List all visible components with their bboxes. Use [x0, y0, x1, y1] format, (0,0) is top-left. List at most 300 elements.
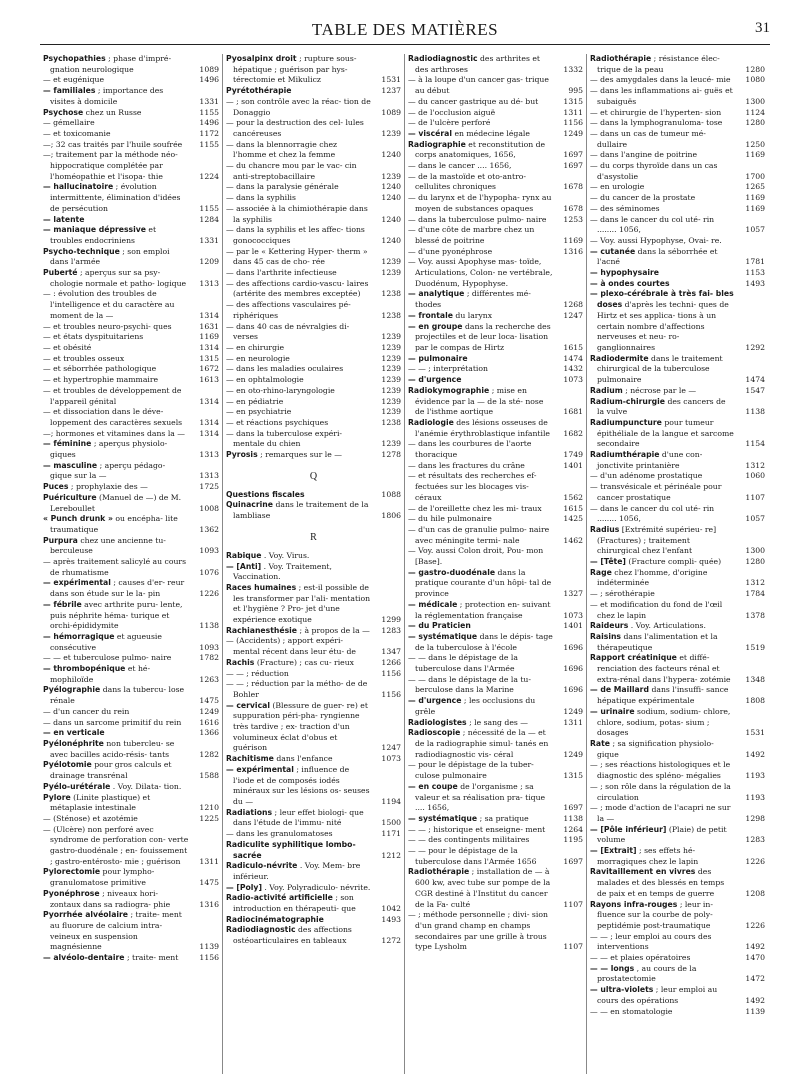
entry-text: ; son emploi dans l'armée [50, 246, 170, 267]
entry-page-number: 1311 [199, 856, 219, 866]
index-entry [408, 140, 583, 161]
section-letter: R [310, 531, 317, 543]
entry-page-number: 1155 [199, 203, 219, 213]
entry-heading: Pyélonéphrite [43, 739, 104, 748]
entry-page-number: 1806 [381, 511, 401, 521]
index-entry [43, 407, 219, 428]
index-entry [408, 621, 583, 632]
entry-text: — transvésicale et périnéale pour cancer prostatique [590, 482, 722, 502]
entry-text: — et réactions psychiques [226, 417, 329, 427]
index-entry [590, 54, 765, 75]
index-entry [226, 883, 401, 894]
entry-text: — (Sténose) et azotémie [43, 813, 138, 823]
entry-heading: Raideurs [590, 621, 629, 631]
entry-heading: — [Anti] [226, 561, 262, 571]
entry-text: — en ophtalmologie [226, 375, 304, 385]
entry-text: — d'un adénome prostatique [590, 471, 703, 481]
entry-page-number: 1073 [563, 610, 583, 620]
entry-page-number: 1156 [381, 668, 401, 678]
entry-heading: Psychose [43, 107, 84, 117]
entry-text: — dans la tuberculose expéri- mentale du chien [226, 428, 343, 449]
entry-heading: Radiologistes [408, 717, 467, 727]
entry-text: — en neurologie [226, 353, 290, 363]
entry-heading: Pyélographie [43, 685, 101, 695]
entry-heading: — expérimental [226, 764, 294, 774]
entry-page-number: 1247 [381, 743, 401, 753]
entry-page-number: 1138 [745, 407, 765, 417]
entry-page-number: 1678 [563, 203, 583, 213]
index-entry [226, 247, 401, 268]
page-header [40, 20, 770, 44]
entry-page-number: 1240 [381, 214, 401, 224]
entry-text: ; sa signification physiolo- gique [597, 739, 714, 759]
entry-text: ; nécessité de la — et de la radiographie simul- tanés en radiodiagnostic vis- céral [415, 728, 549, 759]
entry-text: ; résistance élec- trique de la peau [597, 54, 720, 74]
entry-page-number: 1462 [563, 535, 583, 545]
entry-text: (Blessure de guer- re) et suppuration péri-pha- ryngienne très tardive ; ex- traction d'un volumineux éclat d'obus et guérison [233, 700, 368, 753]
entry-text: — de l'oreillette chez les mi- traux [408, 503, 542, 513]
entry-text: — — ; réduction par la métho- de de Bohler [226, 679, 368, 699]
entry-heading: Radiothérapie [408, 867, 470, 877]
entry-page-number: 1474 [563, 353, 583, 363]
index-entry [43, 514, 219, 535]
entry-text: — de l'occlusion aiguë [408, 107, 496, 117]
entry-text: — (Accidents) ; apport expéri- mental récent dans leur étu- de [226, 636, 356, 657]
entry-page-number: 1362 [199, 524, 219, 534]
entry-text: ; aperçus physiolo- giques [50, 439, 168, 460]
entry-text: ; évolution intermittente, élimination d'idées de persécution [50, 182, 181, 213]
entry-page-number: 1313 [199, 278, 219, 288]
entry-text: ; différentes mé- thodes [415, 289, 531, 310]
entry-text: d'une con- jonctivite printanière [597, 450, 703, 470]
entry-page-number: 1240 [381, 182, 401, 192]
entry-page-number: 1681 [563, 407, 583, 417]
index-entry [43, 343, 219, 354]
entry-page-number: 1237 [381, 86, 401, 96]
index-entry [226, 397, 401, 408]
index-entry [590, 525, 765, 557]
entry-page-number: 1314 [199, 310, 219, 320]
entry-page-number: 1315 [563, 96, 583, 106]
entry-heading: — expérimental [43, 578, 111, 588]
entry-page-number: 1169 [745, 150, 765, 160]
index-entry [408, 632, 583, 653]
entry-heading: — hémorragique [43, 631, 115, 641]
index-entry [408, 525, 583, 546]
entry-page-number: 1425 [563, 514, 583, 524]
entry-page-number: 1316 [199, 899, 219, 909]
index-entry [590, 600, 765, 621]
entry-page-number: 1057 [745, 225, 765, 235]
entry-text: ; rupture sous- hépatique ; guérison par hys- térectomie et Mikulicz [233, 54, 357, 85]
index-entry [43, 793, 219, 814]
entry-text: — et toxicomanie [43, 128, 111, 138]
index-entry [226, 679, 401, 700]
entry-text: — — dans le dépistage de la tu- berculose dans la Marine [408, 674, 531, 695]
index-entry [408, 760, 583, 781]
index-entry [226, 583, 401, 626]
entry-text: — ; méthode personnelle ; divi- sion d'un grand champ en champs secondaires par une grille à trous type Lysholm [408, 910, 548, 952]
index-entry [226, 840, 401, 861]
entry-text: — dans 40 cas de névralgies di- verses [226, 321, 350, 342]
index-entry [408, 718, 583, 729]
index-entry [43, 215, 219, 226]
entry-text: ; à propos de la — [299, 625, 370, 635]
index-entry [226, 182, 401, 193]
entry-text: — dans la paralysie générale [226, 182, 339, 192]
index-entry [590, 760, 765, 781]
entry-text: . Voy. Traitement, Vaccination. [233, 561, 332, 582]
entry-text: — — et plaies opératoires [590, 953, 691, 963]
entry-heading: Radiothérapie [590, 54, 652, 63]
index-entry [408, 354, 583, 365]
index-entry [43, 536, 219, 557]
index-entry [43, 289, 219, 321]
entry-text: — du corps thyroïde dans un cas d'asystolie [590, 161, 718, 181]
index-entry [408, 653, 583, 674]
entry-page-number: 1808 [745, 696, 765, 706]
entry-heading: Pyonéphrose [43, 888, 100, 898]
entry-page-number: 1249 [563, 128, 583, 138]
entry-text: ; phase d'impré- gnation neurologique [50, 54, 172, 74]
entry-text: — dans la tuberculose pulmo- naire [408, 214, 547, 224]
entry-page-number: 1139 [199, 942, 219, 952]
entry-heading: — [Extrait] [590, 846, 637, 856]
entry-page-number: 1088 [381, 489, 401, 499]
entry-heading: Rabique [226, 550, 262, 560]
index-entry [590, 589, 765, 600]
entry-page-number: 1172 [199, 128, 219, 138]
index-entry [590, 900, 765, 932]
entry-heading: Pyélo-urétérale [43, 781, 111, 791]
entry-page-number: 1697 [563, 150, 583, 160]
entry-text: — ; ses réactions histologiques et le diagnostic des spléno- mégalies [590, 760, 731, 781]
entry-page-number: 1240 [381, 193, 401, 203]
entry-heading: Psycho-technique [43, 246, 120, 256]
entry-text: (Fracture) ; cas cu- rieux [256, 657, 354, 667]
entry-page-number: 1401 [563, 621, 583, 631]
index-entry [408, 97, 583, 108]
entry-page-number: 1474 [745, 375, 765, 385]
index-entry [590, 215, 765, 236]
entry-page-number: 1311 [563, 107, 583, 117]
index-entry [590, 504, 765, 525]
entry-page-number: 1093 [199, 546, 219, 556]
index-entry [226, 97, 401, 118]
index-entry [408, 129, 583, 140]
entry-text: — de l'ulcère perforé [408, 118, 491, 128]
entry-heading: Pyélotomie [43, 760, 92, 770]
entry-page-number: 1696 [563, 642, 583, 652]
index-entry [408, 418, 583, 439]
page-number: 31 [755, 20, 770, 36]
index-entry [226, 86, 401, 97]
entry-text: — du hile pulmonaire [408, 514, 492, 524]
entry-text: — ; son rôle dans la régulation de la circulation [590, 781, 731, 802]
entry-page-number: 1283 [745, 835, 765, 845]
entry-text: ; aperçu pédago- gique sur la — [50, 460, 166, 481]
entry-heading: — — longs [590, 963, 635, 973]
entry-text: ; le sang des — [469, 717, 528, 727]
index-entry [408, 825, 583, 836]
entry-text: — en oto-rhino-laryngologie [226, 385, 335, 395]
entry-text: — et obésité [43, 342, 92, 352]
entry-text: ; influence de l'iode et de composés iodés minéraux sur les lésions os- seuses du — [233, 764, 370, 806]
entry-heading: — viscéral [408, 128, 452, 138]
entry-heading: — hypophysaire [590, 268, 660, 278]
index-entry [43, 707, 219, 718]
entry-page-number: 1073 [381, 754, 401, 764]
entry-text: ; ses effets hé- morragiques chez le lapin [597, 846, 699, 866]
index-entry [43, 653, 219, 664]
index-entry [590, 685, 765, 706]
entry-text: des malades et des blessés en temps de paix et en temps de guerre [597, 867, 725, 898]
entry-text: et diffé- renciation des facteurs rénal et extra-rénal dans l'hypera- zotémie [597, 653, 731, 684]
entry-text: sodium, sodium- chlore, chlore, sodium, potas- sium ; dosages [597, 706, 731, 738]
entry-heading: — d'urgence [408, 375, 462, 385]
entry-page-number: 1696 [563, 685, 583, 695]
index-entry [43, 493, 219, 514]
entry-page-number: 1475 [199, 878, 219, 888]
entry-text: — des amygdales dans la leucé- mie [590, 75, 731, 85]
entry-heading: Races humaines [226, 582, 297, 592]
entry-text: du larynx [455, 310, 493, 320]
entry-text: — et hypertrophie mammaire [43, 375, 159, 385]
entry-heading: — en groupe [408, 321, 463, 331]
index-entry [408, 172, 583, 193]
entry-heading: Radiculite syphilitique lombo- sacrée [226, 839, 356, 860]
index-entry [590, 557, 765, 568]
entry-page-number: 1194 [381, 797, 401, 806]
index-entry [226, 161, 401, 182]
entry-page-number: 1240 [381, 235, 401, 245]
entry-page-number: 1209 [199, 257, 219, 267]
index-entry [226, 562, 401, 583]
entry-page-number: 1500 [381, 818, 401, 828]
index-entry [43, 600, 219, 632]
entry-page-number: 1700 [745, 171, 765, 181]
index-entry [43, 664, 219, 685]
entry-page-number: 1298 [745, 813, 765, 823]
page-title: TABLE DES MATIÈRES [311, 20, 499, 39]
index-entry [43, 75, 219, 86]
index-entry [226, 626, 401, 637]
index-entry [408, 118, 583, 129]
index-entry [226, 450, 401, 461]
entry-heading: Radiokymographie [408, 385, 490, 395]
entry-text: — — ; interprétation [408, 364, 488, 374]
index-entry [226, 658, 401, 669]
entry-text: ; causes d'er- reur dans son étude sur le la- pin [50, 578, 185, 599]
entry-text: — des séminomes [590, 203, 660, 213]
entry-text: — dans le cancer du col uté- rin ........ 1056, [590, 503, 715, 524]
entry-text: — du cancer gastrique au dé- but [408, 96, 539, 106]
entry-page-number: 1697 [563, 856, 583, 866]
entry-heading: Purpura [43, 535, 78, 545]
entry-page-number: 1531 [381, 75, 401, 85]
index-entry [408, 846, 583, 867]
index-entry [226, 54, 401, 86]
entry-page-number: 1615 [563, 342, 583, 352]
entry-page-number: 1316 [563, 246, 583, 256]
entry-page-number: 1272 [381, 936, 401, 946]
entry-heading: Radiculo-névrite [226, 861, 298, 871]
section-letter: Q [309, 470, 318, 482]
entry-page-number: 1247 [563, 310, 583, 320]
entry-page-number: 1239 [381, 364, 401, 374]
entry-heading: — ultra-violets [590, 985, 654, 995]
entry-text: (Manuel de —) de M. Lereboullet [50, 492, 182, 513]
entry-page-number: 1331 [199, 235, 219, 245]
index-entry [590, 129, 765, 150]
index-entry [43, 867, 219, 888]
entry-text: — dans la lymphogranuloma- tose [590, 118, 723, 128]
index-entry [43, 354, 219, 365]
entry-page-number: 1697 [563, 161, 583, 171]
index-entry [590, 247, 765, 268]
entry-text: ; est-il possible de les transformer par l'ali- mentation et l'hygiène ? Pro- jet d'une expérience exotique [233, 582, 371, 625]
entry-text: — dans la syphilis et les affec- tions gonococciques [226, 225, 365, 245]
entry-page-number: 1239 [381, 268, 401, 278]
entry-page-number: 1366 [199, 728, 219, 738]
entry-text: — — ; leur emploi au cours des interventions [590, 931, 712, 952]
index-entry [43, 375, 219, 386]
entry-text: ; aperçus sur sa psy- chologie normale et patho- logique [50, 268, 187, 288]
index-entry [408, 728, 583, 760]
entry-text: ; leur effet biologi- que dans l'étude de l'immu- nité [233, 807, 364, 828]
entry-text: — et modification du fond de l'œil chez le lapin [590, 599, 723, 620]
entry-text: ou encépha- lite traumatique [50, 514, 178, 534]
entry-text: ; protection en- suivant la réglementation française [415, 599, 551, 620]
entry-text: des lésions osseuses de l'anémie érythroblastique infantile [415, 417, 550, 438]
index-entry [408, 471, 583, 503]
index-entry [408, 782, 583, 814]
entry-page-number: 1682 [563, 428, 583, 438]
entry-text: — par le « Kettering Hyper- therm » dans 45 cas de cho- rée [226, 246, 368, 267]
entry-text: — en urologie [590, 182, 645, 192]
entry-page-number: 1169 [563, 235, 583, 245]
entry-heading: — en coupe [408, 781, 458, 791]
entry-text: — et états dyspituitariens [43, 332, 144, 342]
index-column-4 [586, 54, 768, 1074]
entry-page-number: 1107 [745, 492, 765, 502]
entry-heading: — [Tête] [590, 557, 626, 567]
entry-heading: — alvéolo-dentaire [43, 953, 125, 963]
entry-text: (Fracture compli- quée) [628, 557, 722, 567]
entry-text: ; leur emploi au cours des opérations [597, 985, 718, 1005]
index-entry [590, 985, 765, 1006]
index-entry [226, 701, 401, 755]
entry-page-number: 1472 [745, 974, 765, 984]
index-entry [590, 1007, 765, 1018]
entry-text: — Voy. aussi Apophyse mas- toïde, Articulations, Colon- ne vertébrale, Duodénum, Hypophyse. [408, 257, 553, 288]
entry-text: — du chancre mou par le vac- cin anti-streptobacillaire [226, 161, 357, 181]
entry-heading: — féminine [43, 439, 92, 449]
entry-text: — pour le dépistage de la tuber- culose pulmonaire [408, 760, 534, 781]
entry-text: avec arthrite puru- lente, puis néphrite héma- turique et orchi-épididymite [50, 599, 183, 631]
entry-text: — dans les courbures de l'aorte thoracique [408, 439, 532, 460]
entry-page-number: 1124 [745, 107, 765, 117]
entry-page-number: 1613 [199, 375, 219, 385]
entry-page-number: 1073 [563, 375, 583, 385]
entry-page-number: 1253 [563, 214, 583, 224]
index-entry [408, 161, 583, 172]
entry-page-number: 1208 [745, 888, 765, 898]
entry-text: — du larynx et de l'hypopha- rynx au moyen de substances opaques [408, 193, 552, 213]
entry-text: — et troubles neuro-psychi- ques [43, 321, 172, 331]
entry-page-number: 1314 [199, 342, 219, 352]
index-entry [408, 514, 583, 525]
index-entry [226, 418, 401, 429]
entry-heading: Radium [590, 385, 623, 395]
entry-page-number: 1284 [199, 214, 219, 224]
entry-page-number: 1169 [745, 193, 765, 203]
entry-heading: — fébrile [43, 599, 82, 609]
entry-heading: Radiodermite [590, 353, 649, 363]
entry-text: dans la pratique courante d'un hôpi- tal de province [415, 567, 552, 599]
index-column-1 [40, 54, 222, 1074]
entry-page-number: 1311 [563, 717, 583, 727]
entry-page-number: 1313 [199, 450, 219, 460]
index-entry [226, 322, 401, 343]
entry-page-number: 1496 [199, 75, 219, 85]
entry-text: — d'une pyonéphrose [408, 246, 493, 256]
index-entry [590, 867, 765, 899]
entry-text: ; traite- ment [126, 953, 179, 963]
entry-text: — — pour le dépistage de la tuberculose dans l'Armée 1656 [408, 846, 537, 866]
entry-page-number: 1292 [745, 342, 765, 352]
entry-text: — — en stomatologie [590, 1006, 673, 1016]
entry-page-number: 1492 [745, 749, 765, 759]
entry-page-number: 1282 [199, 749, 219, 759]
entry-page-number: 1314 [199, 396, 219, 406]
entry-page-number: 1401 [563, 460, 583, 470]
entry-text: — gémellaire [43, 118, 95, 128]
entry-text: — des affections vasculaires pé- riphériques [226, 300, 351, 320]
entry-text: — ; son contrôle avec la réac- tion de Donaggio [226, 96, 371, 117]
entry-page-number: 1057 [745, 514, 765, 524]
entry-page-number: 1008 [199, 503, 219, 513]
entry-page-number: 1312 [745, 578, 765, 588]
entry-page-number: 1492 [745, 942, 765, 952]
entry-text: . Voy. Articulations. [630, 621, 706, 631]
entry-text: — dans la syphilis [226, 193, 296, 203]
entry-page-number: 1268 [563, 300, 583, 310]
entry-heading: Radioscopie [408, 728, 461, 738]
index-entry [408, 835, 583, 846]
entry-heading: — maniaque dépressive [43, 225, 146, 235]
index-entry [226, 500, 401, 521]
index-entry [408, 546, 583, 567]
index-entry [590, 386, 765, 397]
index-entry [226, 754, 401, 765]
entry-text: — et séborrhée pathologique [43, 364, 157, 374]
index-entry [226, 669, 401, 680]
entry-heading: — à ondes courtes [590, 278, 670, 288]
entry-text: — dans les inflammations ai- guës et subaiguës [590, 86, 733, 106]
entry-text: ; niveaux hori- zontaux dans sa radiogra- phie [50, 888, 171, 909]
entry-page-number: 1283 [381, 625, 401, 635]
entry-heading: Pyrétothérapie [226, 86, 292, 96]
entry-page-number: 1239 [381, 257, 401, 267]
entry-text: ; leur in- fluence sur la courbe de poly- peptidémie post-traumatique [597, 899, 713, 930]
index-entry [590, 621, 765, 632]
entry-heading: — plexo-cérébrale à très fai- bles doses [590, 289, 734, 310]
index-columns [40, 54, 770, 1074]
index-entry [408, 439, 583, 460]
entry-page-number: 1155 [199, 107, 219, 117]
entry-page-number: 1631 [199, 321, 219, 331]
